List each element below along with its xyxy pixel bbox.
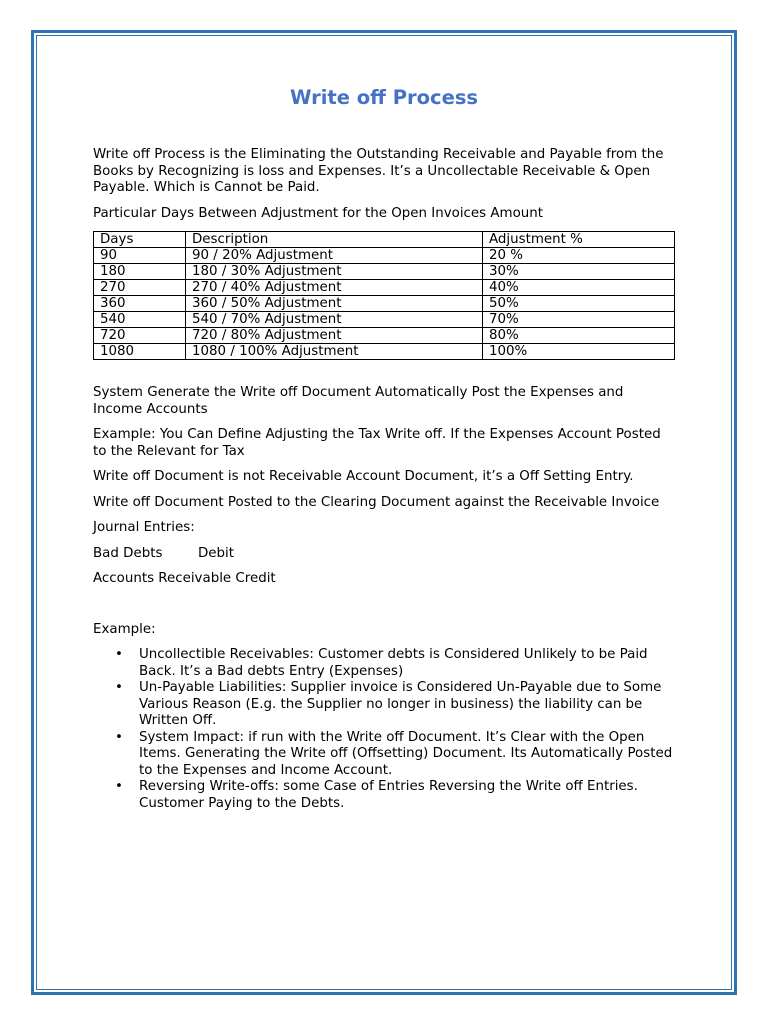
cell-days: 540 <box>94 312 186 328</box>
header-days: Days <box>94 232 186 248</box>
clearing-paragraph: Write off Document Posted to the Clearing Document against the Receivable Invoice <box>93 494 660 510</box>
cell-days: 1080 <box>94 344 186 360</box>
list-item-text: System Impact: if run with the Write off Document. It’s Clear with the Open Items. Generating the Write off (Offsetting) Document. Its Automatically Posted to the Expenses and Income Account. <box>139 729 673 778</box>
example-list <box>93 647 675 812</box>
document-body <box>93 85 675 812</box>
cell-adjustment: 100% <box>483 344 675 360</box>
table-row <box>94 296 675 312</box>
cell-adjustment: 20 % <box>483 248 675 264</box>
cell-description: 1080 / 100% Adjustment <box>186 344 483 360</box>
intro-paragraph: Write off Process is the Eliminating the Outstanding Receivable and Payable from the Books by Recognizing is loss and Expenses. It’s a Uncollectable Receivable & Open Payable. Which is Cannot be Paid. <box>93 147 664 195</box>
table-row <box>94 248 675 264</box>
cell-adjustment: 50% <box>483 296 675 312</box>
cell-days: 360 <box>94 296 186 312</box>
table-row <box>94 328 675 344</box>
table-row <box>94 312 675 328</box>
cell-days: 90 <box>94 248 186 264</box>
cell-days: 270 <box>94 280 186 296</box>
journal-debit-line <box>93 546 675 563</box>
table-caption: Particular Days Between Adjustment for the Open Invoices Amount <box>93 205 543 221</box>
header-adjustment: Adjustment % <box>483 232 675 248</box>
cell-adjustment: 80% <box>483 328 675 344</box>
table-row <box>94 280 675 296</box>
bullet-icon: • <box>115 729 123 745</box>
offsetting-paragraph: Write off Document is not Receivable Account Document, it’s a Off Setting Entry. <box>93 469 634 484</box>
list-item <box>115 647 675 680</box>
list-item <box>115 680 675 730</box>
list-item-text: Un-Payable Liabilities: Supplier invoice is Considered Un-Payable due to Some Various Reason (E.g. the Supplier no longer in business) the liability can be Written Off. <box>139 680 662 728</box>
cell-description: 270 / 40% Adjustment <box>186 280 483 296</box>
table-row <box>94 264 675 280</box>
list-item-text: Uncollectible Receivables: Customer debts is Considered Unlikely to be Paid Back. It’s a Bad debts Entry (Expenses) <box>139 647 648 679</box>
cell-adjustment: 40% <box>483 280 675 296</box>
bullet-icon: • <box>115 680 123 695</box>
cell-description: 540 / 70% Adjustment <box>186 312 483 328</box>
debit-account: Bad Debts <box>93 545 163 561</box>
list-item-text: Reversing Write-offs: some Case of Entries Reversing the Write off Entries. Customer Paying to the Debts. <box>139 779 638 811</box>
list-item <box>115 779 675 812</box>
example-heading: Example: <box>93 621 156 637</box>
cell-days: 720 <box>94 328 186 344</box>
bullet-icon: • <box>115 779 123 794</box>
header-description: Description <box>186 232 483 248</box>
journal-credit-line: Accounts Receivable Credit <box>93 571 276 586</box>
system-generate-paragraph: System Generate the Write off Document Automatically Post the Expenses and Income Accounts <box>93 385 624 417</box>
tax-example-paragraph: Example: You Can Define Adjusting the Tax Write off. If the Expenses Account Posted to the Relevant for Tax <box>93 427 661 459</box>
debit-label: Debit <box>198 545 235 561</box>
journal-heading: Journal Entries: <box>93 520 195 535</box>
cell-adjustment: 70% <box>483 312 675 328</box>
list-item <box>115 729 675 780</box>
cell-description: 180 / 30% Adjustment <box>186 264 483 280</box>
cell-description: 90 / 20% Adjustment <box>186 248 483 264</box>
cell-description: 360 / 50% Adjustment <box>186 296 483 312</box>
adjustment-table <box>93 231 675 360</box>
bullet-icon: • <box>115 647 123 662</box>
cell-description: 720 / 80% Adjustment <box>186 328 483 344</box>
cell-days: 180 <box>94 264 186 280</box>
page-title: Write off Process <box>289 86 479 109</box>
table-row <box>94 344 675 360</box>
table-header-row <box>94 232 675 248</box>
cell-adjustment: 30% <box>483 264 675 280</box>
